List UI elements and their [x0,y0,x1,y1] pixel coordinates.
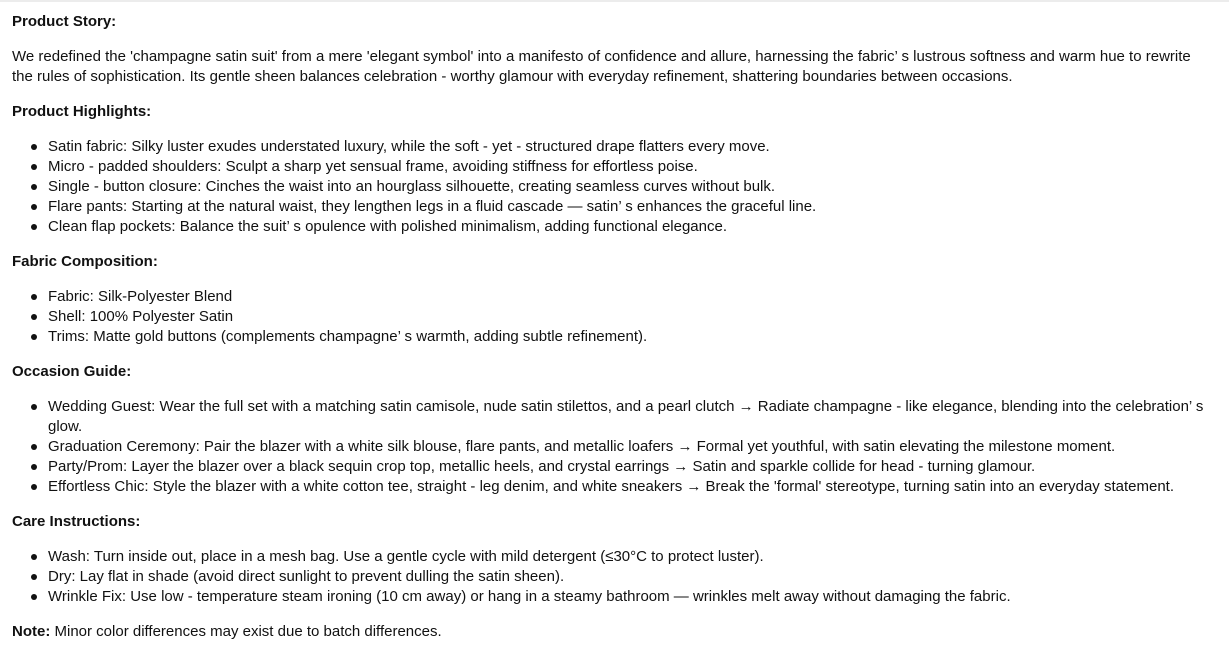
bullet-icon [31,314,37,320]
fabric-text: Trims: Matte gold buttons (complements champagne’ s warmth, adding subtle refinement). [48,328,648,345]
list-item [12,287,1229,307]
occasion-text: Party/Prom: Layer the blazer over a black sequin crop top, metallic heels, and crystal earrings → Satin and sparkle collide for head - turning glamour. [48,458,1036,475]
top-divider [0,0,1229,2]
list-item [12,547,1229,567]
list-item [12,587,1229,607]
highlight-text: Micro - padded shoulders: Sculpt a sharp yet sensual frame, avoiding stiffness for effortless poise. [48,158,698,175]
list-item [12,177,1229,197]
bullet-icon [31,554,37,560]
care-text: Wash: Turn inside out, place in a mesh bag. Use a gentle cycle with mild detergent (≤30°C to protect luster). [48,548,764,565]
occasion-text: Graduation Ceremony: Pair the blazer with a white silk blouse, flare pants, and metallic loafers → Formal yet youthful, with satin elevating the milestone moment. [48,438,1116,455]
story-heading: Product Story: [12,13,117,30]
bullet-icon [31,404,37,410]
bullet-icon [31,334,37,340]
care-list [12,547,1229,607]
bullet-icon [31,164,37,170]
note-text: Minor color differences may exist due to batch differences. [50,623,442,640]
highlights-list [12,137,1229,237]
care-text: Dry: Lay flat in shade (avoid direct sunlight to prevent dulling the satin sheen). [48,568,565,585]
occasion-text: Wedding Guest: Wear the full set with a matching satin camisole, nude satin stilettos, and a pearl clutch → Radiate champagne - like elegance, blending into the celebration’ s glow. [48,398,1204,435]
bullet-icon [31,444,37,450]
bullet-icon [31,294,37,300]
list-item [12,137,1229,157]
note [12,622,1229,642]
list-item [12,157,1229,177]
bullet-icon [31,464,37,470]
list-item [12,457,1229,477]
occasion-heading: Occasion Guide: [12,363,132,380]
bullet-icon [31,484,37,490]
list-item [12,567,1229,587]
bullet-icon [31,574,37,580]
fabric-text: Fabric: Silk-Polyester Blend [48,288,233,305]
highlights-heading: Product Highlights: [12,103,152,120]
note-label: Note: [12,623,51,640]
care-text: Wrinkle Fix: Use low - temperature steam ironing (10 cm away) or hang in a steamy bathroom — wrinkles melt away without damaging the fabric. [48,588,1011,605]
list-item [12,437,1229,457]
fabric-heading: Fabric Composition: [12,253,158,270]
care-heading: Care Instructions: [12,513,141,530]
list-item [12,217,1229,237]
list-item [12,397,1229,437]
fabric-list [12,287,1229,347]
list-item [12,307,1229,327]
bullet-icon [31,594,37,600]
list-item [12,477,1229,497]
bullet-icon [31,184,37,190]
story-text: We redefined the 'champagne satin suit' from a mere 'elegant symbol' into a manifesto of confidence and allure, harnessing the fabric’ s lustrous softness and warm hue to rewrite the rules of sophistication. Its gentle sheen balances celebration - worthy glamour with everyday refinement, shattering boundaries between occasions. [12,48,1191,85]
list-item [12,327,1229,347]
highlight-text: Flare pants: Starting at the natural waist, they lengthen legs in a fluid cascade — satin’ s enhances the graceful line. [48,198,817,215]
occasion-text: Effortless Chic: Style the blazer with a white cotton tee, straight - leg denim, and white sneakers → Break the 'formal' stereotype, turning satin into an everyday statement. [48,478,1175,495]
bullet-icon [31,204,37,210]
bullet-icon [31,224,37,230]
highlight-text: Single - button closure: Cinches the waist into an hourglass silhouette, creating seamless curves without bulk. [48,178,776,195]
highlight-text: Satin fabric: Silky luster exudes understated luxury, while the soft - yet - structured drape flatters every move. [48,138,770,155]
highlight-text: Clean flap pockets: Balance the suit’ s opulence with polished minimalism, adding functional elegance. [48,218,728,235]
bullet-icon [31,144,37,150]
fabric-text: Shell: 100% Polyester Satin [48,308,234,325]
occasion-list [12,397,1229,497]
list-item [12,197,1229,217]
